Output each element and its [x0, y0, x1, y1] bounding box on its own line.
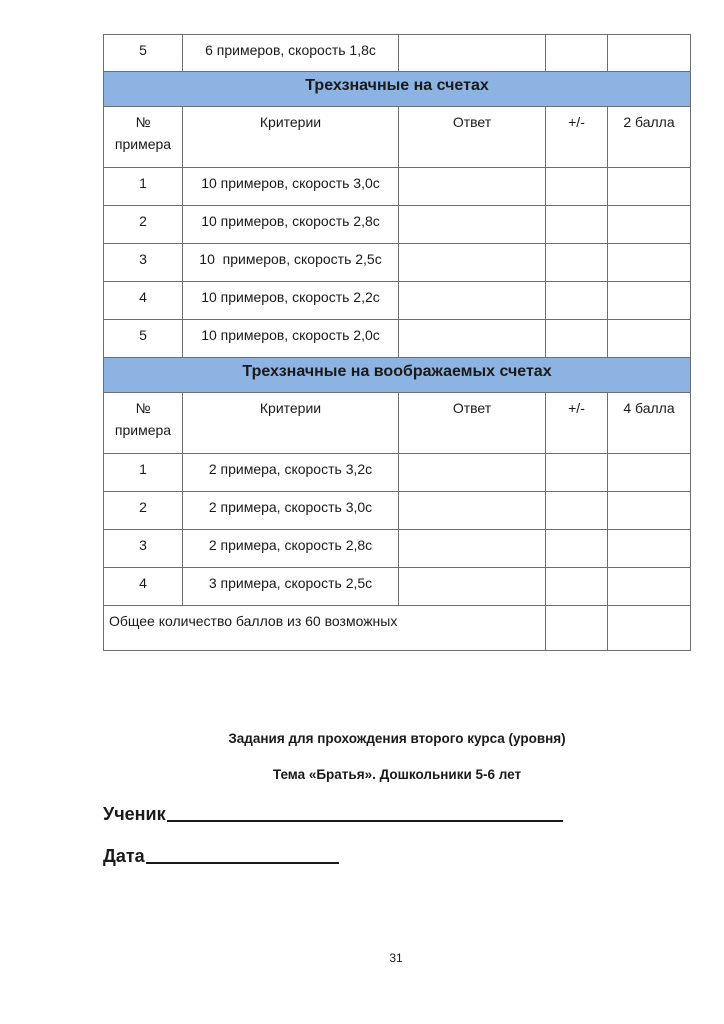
example-number: 1 [104, 168, 183, 206]
example-number: 3 [104, 244, 183, 282]
student-label: Ученик [103, 804, 166, 824]
section-title: Трехзначные на счетах [104, 72, 691, 107]
student-field [103, 802, 563, 825]
criteria-cell: 3 примера, скорость 2,5с [183, 568, 399, 606]
page-number: 31 [389, 951, 403, 965]
topic-subtitle: Тема «Братья». Дошкольники 5-6 лет [272, 767, 522, 782]
col-header-plusminus: +/- [546, 393, 608, 454]
table-row [104, 282, 691, 320]
plusminus-cell[interactable] [546, 282, 608, 320]
date-label: Дата [103, 846, 145, 866]
total-points-cell[interactable] [608, 606, 691, 651]
criteria-cell: 10 примеров, скорость 2,2с [183, 282, 399, 320]
date-field [103, 844, 339, 867]
points-cell[interactable] [608, 320, 691, 358]
column-header-row [104, 107, 691, 168]
table-row [104, 454, 691, 492]
points-cell[interactable] [608, 244, 691, 282]
answer-cell[interactable] [399, 168, 546, 206]
col-header-number: № примера [104, 107, 183, 168]
plusminus-cell[interactable] [546, 35, 608, 72]
criteria-cell: 10 примеров, скорость 3,0с [183, 168, 399, 206]
points-cell[interactable] [608, 454, 691, 492]
col-header-number: № примера [104, 393, 183, 454]
points-cell[interactable] [608, 168, 691, 206]
answer-cell[interactable] [399, 320, 546, 358]
col-header-points: 2 балла [608, 107, 691, 168]
table-row [104, 206, 691, 244]
plusminus-cell[interactable] [546, 168, 608, 206]
table-row [104, 492, 691, 530]
col-header-answer: Ответ [399, 107, 546, 168]
answer-cell[interactable] [399, 530, 546, 568]
answer-cell[interactable] [399, 244, 546, 282]
col-header-plusminus: +/- [546, 107, 608, 168]
answer-cell[interactable] [399, 568, 546, 606]
criteria-cell: 2 примера, скорость 3,2с [183, 454, 399, 492]
criteria-cell: 10 примеров, скорость 2,5с [183, 244, 399, 282]
criteria-cell: 2 примера, скорость 2,8с [183, 530, 399, 568]
col-header-points: 4 балла [608, 393, 691, 454]
answer-cell[interactable] [399, 454, 546, 492]
answer-cell[interactable] [399, 282, 546, 320]
col-header-criteria: Критерии [183, 393, 399, 454]
col-header-criteria: Критерии [183, 107, 399, 168]
example-number: 4 [104, 568, 183, 606]
section-header [104, 72, 691, 107]
plusminus-cell[interactable] [546, 244, 608, 282]
plusminus-cell[interactable] [546, 454, 608, 492]
student-name-line[interactable] [167, 802, 563, 822]
plusminus-cell[interactable] [546, 320, 608, 358]
criteria-cell: 6 примеров, скорость 1,8с [183, 35, 399, 72]
criteria-cell: 10 примеров, скорость 2,8с [183, 206, 399, 244]
table-row [104, 320, 691, 358]
total-row [104, 606, 691, 651]
table-row [104, 530, 691, 568]
points-cell[interactable] [608, 568, 691, 606]
points-cell[interactable] [608, 35, 691, 72]
example-number: 5 [104, 35, 183, 72]
plusminus-cell[interactable] [546, 568, 608, 606]
example-number: 4 [104, 282, 183, 320]
example-number: 2 [104, 492, 183, 530]
example-number: 1 [104, 454, 183, 492]
criteria-cell: 2 примера, скорость 3,0с [183, 492, 399, 530]
example-number: 5 [104, 320, 183, 358]
section-title: Трехзначные на воображаемых счетах [104, 358, 691, 393]
table-row [104, 35, 691, 72]
column-header-row [104, 393, 691, 454]
total-label: Общее количество баллов из 60 возможных [104, 606, 546, 651]
example-number: 3 [104, 530, 183, 568]
example-number: 2 [104, 206, 183, 244]
points-cell[interactable] [608, 530, 691, 568]
answer-cell[interactable] [399, 206, 546, 244]
answer-cell[interactable] [399, 492, 546, 530]
table-row [104, 568, 691, 606]
plusminus-cell[interactable] [546, 492, 608, 530]
plusminus-cell[interactable] [546, 530, 608, 568]
assignment-title: Задания для прохождения второго курса (уровня) [228, 731, 566, 746]
table-row [104, 244, 691, 282]
criteria-cell: 10 примеров, скорость 2,0с [183, 320, 399, 358]
points-cell[interactable] [608, 282, 691, 320]
plusminus-cell[interactable] [546, 206, 608, 244]
total-plusminus-cell[interactable] [546, 606, 608, 651]
table-row [104, 168, 691, 206]
points-cell[interactable] [608, 492, 691, 530]
points-cell[interactable] [608, 206, 691, 244]
scoring-table [103, 34, 691, 651]
col-header-answer: Ответ [399, 393, 546, 454]
answer-cell[interactable] [399, 35, 546, 72]
date-line[interactable] [146, 844, 339, 864]
section-header [104, 358, 691, 393]
